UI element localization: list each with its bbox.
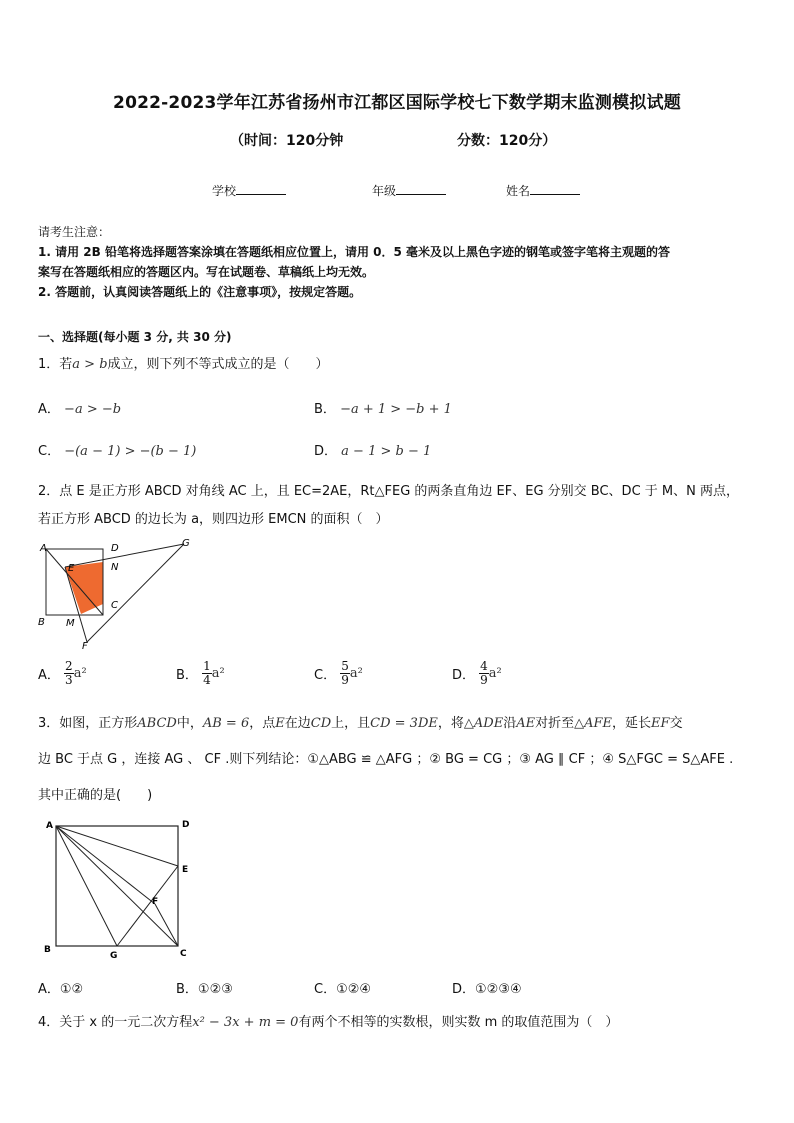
q2-b-den: 4 <box>203 673 211 687</box>
q2-label-d: D <box>111 543 119 554</box>
grade-label: 年级 <box>372 184 397 198</box>
q2-label-c: C <box>111 600 118 611</box>
q2-b-fraction <box>202 660 212 687</box>
q3-t4: 在边 <box>284 716 311 731</box>
notice-heading: 请考生注意： <box>38 225 111 239</box>
q2-label-m: M <box>66 618 75 629</box>
q2-d-label: D． <box>452 668 476 683</box>
q3-label-g: G <box>110 951 118 961</box>
q3-d-label: D． <box>452 982 476 997</box>
q3-t1: 3．如图，正方形 <box>38 716 138 731</box>
q3-option-d[interactable] <box>452 978 522 997</box>
question-1 <box>38 354 760 376</box>
section-heading: 一、选择题(每小题 3 分, 共 30 分) <box>38 330 232 344</box>
q3-line-cf <box>155 904 178 946</box>
q3-t3: ，点 <box>249 716 276 731</box>
q3-t2: 中， <box>176 716 203 731</box>
q2-option-d[interactable] <box>452 660 502 687</box>
q1-d-text: a − 1 > b − 1 <box>341 444 432 459</box>
q2-c-num: 5 <box>341 659 349 673</box>
q2-line-eg <box>65 544 184 567</box>
school-blank[interactable] <box>236 182 286 195</box>
q1-a-label: A． <box>38 402 60 417</box>
q3-option-a[interactable] <box>38 978 83 997</box>
q2-line-1: 2．点 E 是正方形 ABCD 对角线 AC 上，且 EC=2AE，Rt△FEG 的两条直角边 EF、EG 分别交 BC、DC 于 M、N 两点， <box>38 484 739 499</box>
q3-tri2: △AFE <box>574 716 613 731</box>
q3-cd: CD <box>310 716 332 731</box>
name-field <box>506 182 580 199</box>
q2-figure <box>36 536 196 650</box>
q3-option-c[interactable] <box>314 978 371 997</box>
q3-line-1 <box>38 706 760 742</box>
q3-label-f: F <box>152 897 159 907</box>
q1-b-label: B． <box>314 402 336 417</box>
q1-d-label: D． <box>314 444 338 459</box>
q2-b-label: B． <box>176 668 198 683</box>
q3-line-ac <box>56 826 178 946</box>
q1-option-c[interactable] <box>38 440 196 459</box>
q1-cond: a > b <box>72 357 108 372</box>
q3-t10: 交 <box>669 716 683 731</box>
q1-pre: 1．若 <box>38 357 73 372</box>
q3-c-text: ①②④ <box>336 982 372 997</box>
q2-b-unit: a² <box>211 666 225 681</box>
q1-a-text: −a > −b <box>64 402 122 417</box>
q1-c-label: C． <box>38 444 61 459</box>
notice-item-1: 1. 请用 2B 铅笔将选择题答案涂填在答题纸相应位置上，请用 0．5 毫米及以上黑色字迹的钢笔或签字笔将主观题的答 <box>38 245 670 259</box>
q2-a-unit: a² <box>73 666 87 681</box>
q2-a-label: A． <box>38 668 60 683</box>
q2-c-fraction <box>340 660 350 687</box>
q3-t7: 沿 <box>503 716 517 731</box>
q2-label-f: F <box>82 641 88 650</box>
q2-c-den: 9 <box>341 673 349 687</box>
q3-line-3: 其中正确的是( ) <box>38 788 153 803</box>
q2-label-n: N <box>111 562 119 573</box>
q3-line-ae <box>56 826 178 866</box>
name-blank[interactable] <box>530 182 580 195</box>
school-label: 学校 <box>212 184 237 198</box>
school-field <box>212 182 286 199</box>
q4-pre: 4．关于 x 的一元二次方程 <box>38 1015 193 1030</box>
q3-line-eg <box>117 866 178 946</box>
q2-a-den: 3 <box>65 673 73 687</box>
q3-d-text: ①②③④ <box>475 982 522 997</box>
question-2 <box>38 478 760 534</box>
q3-b-label: B． <box>176 982 198 997</box>
q3-line-af <box>56 826 155 904</box>
q1-option-b[interactable] <box>314 398 452 417</box>
q1-post: 成立，则下列不等式成立的是（ ） <box>107 357 329 372</box>
notice-block <box>38 222 760 302</box>
q3-line-2: 边 BC 于点 G ，连接 AG 、 CF .则下列结论：①△ABG ≌ △AFG ；② BG = CG ；③ AG ∥ CF ；④ S△FGC = S△AFE . <box>38 752 734 767</box>
q2-label-a: A <box>40 543 47 554</box>
q3-a-label: A． <box>38 982 60 997</box>
q2-d-den: 9 <box>480 673 488 687</box>
q2-line-2: 若正方形 ABCD 的边长为 a，则四边形 EMCN 的面积（ ） <box>38 512 389 527</box>
q2-b-num: 1 <box>203 659 211 673</box>
q2-c-label: C． <box>314 668 337 683</box>
grade-blank[interactable] <box>396 182 446 195</box>
q2-d-unit: a² <box>488 666 502 681</box>
q2-c-unit: a² <box>349 666 363 681</box>
q3-t5: 上，且 <box>331 716 371 731</box>
grade-field <box>372 182 446 199</box>
q1-c-text: −(a − 1) > −(b − 1) <box>64 444 197 459</box>
notice-item-2: 2. 答题前，认真阅读答题纸上的《注意事项》，按规定答题。 <box>38 285 362 299</box>
q3-ef: EF <box>651 716 670 731</box>
q3-e: E <box>275 716 285 731</box>
q2-option-c[interactable] <box>314 660 363 687</box>
q2-label-b: B <box>38 617 45 628</box>
q3-label-e: E <box>182 865 189 875</box>
exam-score: 分数：120分） <box>457 133 557 149</box>
q3-b-text: ①②③ <box>197 982 233 997</box>
q3-label-c: C <box>180 949 187 959</box>
q4-equation: x² − 3x + m = 0 <box>192 1015 299 1030</box>
q2-d-fraction <box>479 660 489 687</box>
q3-ae: AE <box>516 716 536 731</box>
q3-eq1: AB = 6 <box>202 716 250 731</box>
q3-figure <box>40 814 200 962</box>
q3-a-text: ①② <box>59 982 84 997</box>
notice-item-1-cont: 案写在答题纸相应的答题区内。写在试题卷、草稿纸上均无效。 <box>38 265 375 279</box>
q1-b-text: −a + 1 > −b + 1 <box>340 402 452 417</box>
q2-option-a[interactable] <box>38 660 87 687</box>
q3-label-b: B <box>44 945 51 955</box>
q3-eq2: CD = 3DE <box>370 716 438 731</box>
q3-t9: ，延长 <box>612 716 652 731</box>
q3-tri1: △ADE <box>463 716 504 731</box>
exam-time: （时间：120分钟 <box>230 133 344 149</box>
q1-option-a[interactable] <box>38 398 121 417</box>
q3-t6: ，将 <box>437 716 464 731</box>
page-title: 2022-2023学年江苏省扬州市江都区国际学校七下数学期末监测模拟试题 <box>113 93 681 113</box>
q2-a-fraction <box>64 660 74 687</box>
q3-abcd: ABCD <box>137 716 177 731</box>
q3-label-d: D <box>182 820 190 830</box>
q3-option-b[interactable] <box>176 978 233 997</box>
q3-label-a: A <box>46 821 53 831</box>
q2-option-b[interactable] <box>176 660 225 687</box>
q4-post: 有两个不相等的实数根，则实数 m 的取值范围为（ ） <box>298 1015 619 1030</box>
q1-option-d[interactable] <box>314 440 431 459</box>
question-4 <box>38 1012 760 1034</box>
q2-d-num: 4 <box>480 659 488 673</box>
q2-label-e: E <box>68 563 75 574</box>
q3-t8: 对折至 <box>535 716 575 731</box>
q3-line-ag <box>56 826 117 946</box>
q3-c-label: C． <box>314 982 337 997</box>
name-label: 姓名 <box>506 184 531 198</box>
q2-label-g: G <box>182 538 190 549</box>
question-3 <box>38 706 760 814</box>
q2-a-num: 2 <box>65 659 73 673</box>
